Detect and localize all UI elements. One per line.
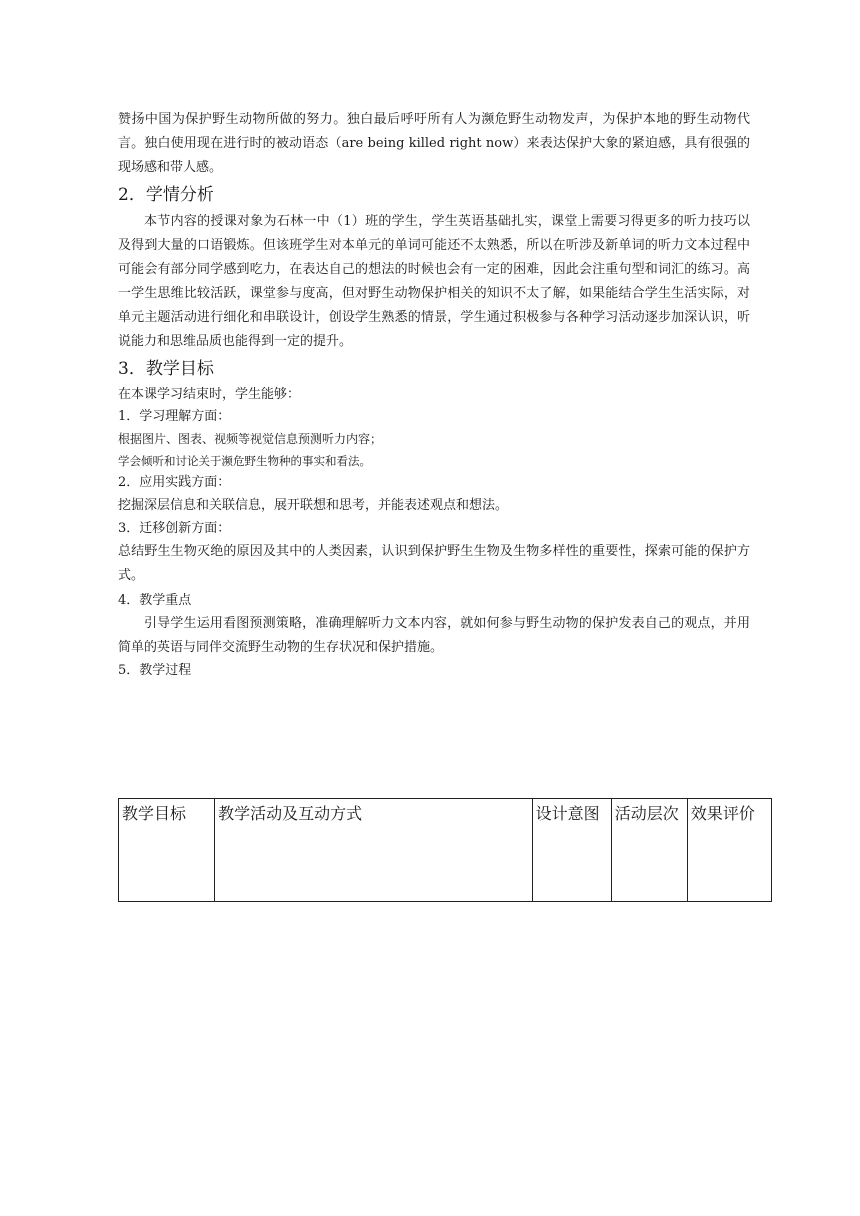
- header-evaluation: 效果评价: [687, 799, 771, 902]
- table-row: [119, 799, 772, 902]
- intro-paragraph: 赞扬中国为保护野生动物所做的努力。独白最后呼吁所有人为濒危野生动物发声，为保护本地的野生动物代言。独白使用现在进行时的被动语态（are being killed right now）来表达保护大象的紧迫感，具有很强的现场感和带人感。: [118, 112, 750, 175]
- section-3-title: 3．教学目标: [118, 359, 214, 379]
- goal-3-heading: 3．迁移创新方面：: [118, 521, 231, 536]
- teaching-process-table: [118, 798, 772, 902]
- document-content: [118, 108, 750, 682]
- section-4-body: 引导学生运用看图预测策略，准确理解听力文本内容，就如何参与野生动物的保护发表自己的观点，并用简单的英语与同伴交流野生动物的生存状况和保护措施。: [118, 616, 750, 655]
- goal-3-item-1: 总结野生生物灭绝的原因及其中的人类因素，认识到保护野生生物及生物多样性的重要性，探索可能的保护方式。: [118, 544, 750, 583]
- header-activity-level: 活动层次: [611, 799, 687, 902]
- header-design-intent: 设计意图: [532, 799, 611, 902]
- header-teaching-goal: 教学目标: [119, 799, 215, 902]
- section-2-body: 本节内容的授课对象为石林一中（1）班的学生，学生英语基础扎实，课堂上需要习得更多的听力技巧以及得到大量的口语锻炼。但该班学生对本单元的单词可能还不太熟悉，所以在听涉及新单词的听力文本过程中可能会有部分同学感到吃力，在表达自己的想法的时候也会有一定的困难，因此会注重句型和词汇的练习。高一学生思维比较活跃，课堂参与度高，但对野生动物保护相关的知识不太了解，如果能结合学生生活实际，对单元主题活动进行细化和串联设计，创设学生熟悉的情景，学生通过积极参与各种学习活动逐步加深认识，听说能力和思维品质也能得到一定的提升。: [118, 214, 750, 349]
- header-activities: 教学活动及互动方式: [215, 799, 532, 902]
- goal-2-heading: 2．应用实践方面：: [118, 475, 231, 490]
- section-4-title: 4．教学重点: [118, 593, 192, 608]
- goal-1-item-1: 根据图片、图表、视频等视觉信息预测听力内容；: [118, 432, 383, 446]
- section-3-lead: 在本课学习结束时，学生能够：: [118, 387, 301, 402]
- goal-2-item-1: 挖掘深层信息和关联信息，展开联想和思考，并能表述观点和想法。: [118, 498, 509, 513]
- section-5-title: 5．教学过程: [118, 663, 192, 678]
- goal-1-item-2: 学会倾听和讨论关于濒危野生物种的事实和看法。: [118, 454, 371, 468]
- section-2-title: 2．学情分析: [118, 185, 214, 205]
- goal-1-heading: 1．学习理解方面：: [118, 409, 231, 424]
